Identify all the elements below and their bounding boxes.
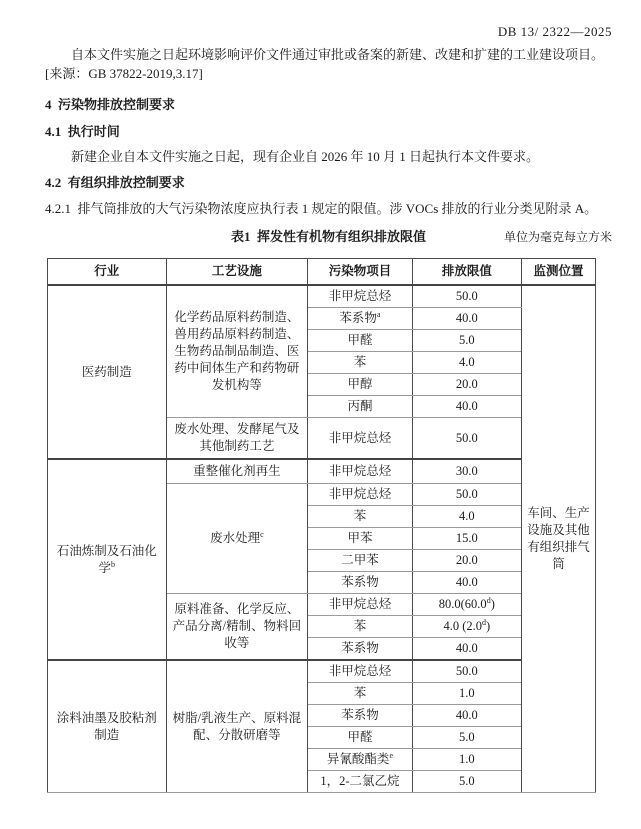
limit-cell: 80.0(60.0$^d$)	[412, 594, 521, 616]
limit-cell: 15.0	[412, 528, 521, 550]
table-caption: 表1 挥发性有机物有组织排放限值	[230, 229, 426, 244]
limit-cell: 1.0	[412, 749, 521, 771]
table-row	[48, 285, 596, 308]
table-row	[48, 459, 596, 484]
pollutant-cell: 苯	[308, 683, 412, 705]
pollutant-cell: 二甲苯	[308, 550, 412, 572]
limit-cell: 20.0	[412, 374, 521, 396]
pollutant-cell: 苯	[308, 616, 412, 638]
pollutant-cell: 异氰酸酯类$^e$	[308, 749, 412, 771]
section-4-1-heading: 4.1 执行时间	[45, 124, 120, 139]
pollutant-cell: 苯	[308, 506, 412, 528]
limit-cell: 1.0	[412, 683, 521, 705]
pollutant-cell: 非甲烷总烃	[308, 418, 412, 460]
limit-cell: 40.0	[412, 572, 521, 594]
pollutant-cell: 苯系物	[308, 572, 412, 594]
intro-paragraph: 自本文件实施之日起环境影响评价文件通过审批或备案的新建、改建和扩建的工业建设项目。	[71, 47, 605, 62]
pollutant-cell: 甲醇	[308, 374, 412, 396]
limit-cell: 4.0	[412, 352, 521, 374]
pollutant-cell: 非甲烷总烃	[308, 660, 412, 683]
process-cell: 重整催化剂再生	[166, 459, 308, 484]
monitoring-location-cell: 车间、生产设施及其他有组织排气筒	[522, 285, 596, 793]
limit-cell: 50.0	[412, 418, 521, 460]
industry-cell: 医药制造	[48, 285, 167, 459]
section-4-1-body: 新建企业自本文件实施之日起，现有企业自 2026 年 10 月 1 日起执行本文件要求。	[71, 149, 540, 164]
section-4-2-heading: 4.2 有组织排放控制要求	[45, 175, 185, 190]
limit-cell: 4.0 (2.0$^d$)	[412, 616, 521, 638]
industry-cell: 石油炼制及石油化学$^b$	[48, 459, 167, 660]
pollutant-cell: 非甲烷总烃	[308, 459, 412, 484]
process-cell: 废水处理、发酵尾气及其他制药工艺	[166, 418, 308, 460]
voc-table-body	[48, 285, 596, 793]
limit-cell: 50.0	[412, 660, 521, 683]
source-reference: [来源：GB 37822-2019,3.17]	[45, 66, 203, 81]
process-cell: 化学药品原料药制造、兽用药品原料药制造、生物药品制品制造、医药中间体生产和药物研发机构等	[166, 285, 308, 418]
table-header-row	[48, 259, 596, 286]
column-header-pollutant: 污染物项目	[308, 259, 412, 286]
pollutant-cell: 1，2-二氯乙烷	[308, 771, 412, 793]
table-unit-note: 单位为毫克每立方米	[503, 230, 612, 244]
pollutant-cell: 苯	[308, 352, 412, 374]
pollutant-cell: 甲醛	[308, 330, 412, 352]
pollutant-cell: 苯系物	[308, 638, 412, 661]
limit-cell: 40.0	[412, 638, 521, 661]
column-header-industry: 行业	[48, 259, 167, 286]
limit-cell: 40.0	[412, 705, 521, 727]
limit-cell: 5.0	[412, 771, 521, 793]
column-header-process: 工艺设施	[166, 259, 308, 286]
limit-cell: 40.0	[412, 308, 521, 330]
pollutant-cell: 甲苯	[308, 528, 412, 550]
limit-cell: 30.0	[412, 459, 521, 484]
limit-cell: 50.0	[412, 484, 521, 506]
pollutant-cell: 丙酮	[308, 396, 412, 418]
doc-number: DB 13/ 2322—2025	[497, 24, 612, 39]
pollutant-cell: 甲醛	[308, 727, 412, 749]
limit-cell: 40.0	[412, 396, 521, 418]
pollutant-cell: 苯系物$^a$	[308, 308, 412, 330]
limit-cell: 4.0	[412, 506, 521, 528]
process-cell: 废水处理$^c$	[166, 484, 308, 594]
voc-emission-limits-table	[47, 258, 596, 793]
pollutant-cell: 非甲烷总烃	[308, 594, 412, 616]
process-cell: 树脂/乳液生产、原料混配、分散研磨等	[166, 660, 308, 793]
limit-cell: 50.0	[412, 285, 521, 308]
table-caption-row	[45, 228, 612, 245]
pollutant-cell: 非甲烷总烃	[308, 484, 412, 506]
table-row	[48, 660, 596, 683]
limit-cell: 5.0	[412, 330, 521, 352]
pollutant-cell: 苯系物	[308, 705, 412, 727]
limit-cell: 20.0	[412, 550, 521, 572]
process-cell: 原料准备、化学反应、产品分离/精制、物料回收等	[166, 594, 308, 661]
section-4-heading: 4 污染物排放控制要求	[45, 97, 176, 112]
section-4-2-1-body: 4.2.1 排气筒排放的大气污染物浓度应执行表 1 规定的限值。涉 VOCs 排放的行业分类见附录 A。	[45, 201, 598, 216]
column-header-limit: 排放限值	[412, 259, 521, 286]
limit-cell: 5.0	[412, 727, 521, 749]
column-header-monitoring: 监测位置	[522, 259, 596, 286]
pollutant-cell: 非甲烷总烃	[308, 285, 412, 308]
industry-cell: 涂料油墨及胶粘剂制造	[48, 660, 167, 793]
